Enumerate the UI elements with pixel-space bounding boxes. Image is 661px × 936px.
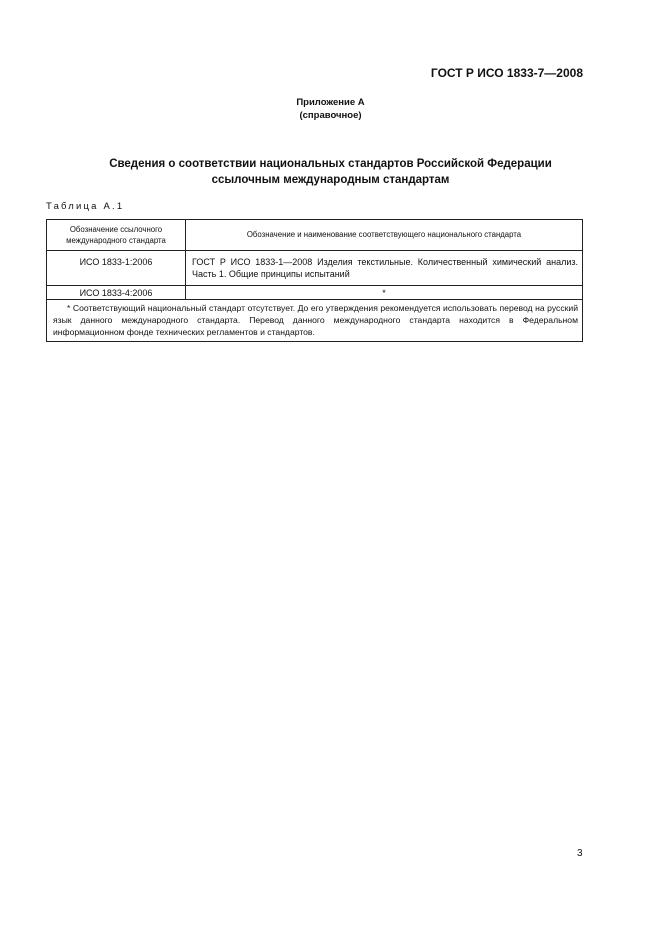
standards-correspondence-table xyxy=(46,219,583,342)
table-footnote-cell xyxy=(47,300,583,342)
section-title-line-1: Сведения о соответствии национальных стандартов Российской Федерации xyxy=(109,158,552,170)
section-title-line-2: ссылочным международным стандартам xyxy=(211,174,450,186)
cell-national-standard: * xyxy=(186,286,583,300)
cell-international-standard: ИСО 1833-4:2006 xyxy=(47,286,186,300)
table-footnote-row xyxy=(47,300,583,342)
appendix-label: Приложение А xyxy=(296,97,365,108)
header-national-standard: Обозначение и наименование соответствующего национального стандарта xyxy=(186,220,583,251)
table-caption: Таблица А.1 xyxy=(46,201,125,212)
table-row xyxy=(47,251,583,286)
page-number: 3 xyxy=(577,848,583,859)
appendix-status: (справочное) xyxy=(299,110,362,121)
header-international-standard: Обозначение ссылочного международного стандарта xyxy=(47,220,186,251)
cell-international-standard: ИСО 1833-1:2006 xyxy=(47,251,186,286)
table-footnote: * Соответствующий национальный стандарт отсутствует. До его утверждения рекомендуется использовать перевод на русский язык данного международного стандарта. Перевод данного международного стандарта находится в Федеральном информационном фонде технических регламентов и стандартов. xyxy=(53,303,578,337)
section-title xyxy=(0,156,661,188)
document-standard-code: ГОСТ Р ИСО 1833-7—2008 xyxy=(430,66,583,80)
table-row xyxy=(47,286,583,300)
appendix-heading xyxy=(0,96,661,122)
cell-national-standard: ГОСТ Р ИСО 1833-1—2008 Изделия текстильные. Количественный химический анализ. Часть 1. Общие принципы испытаний xyxy=(186,251,583,286)
table-header-row xyxy=(47,220,583,251)
